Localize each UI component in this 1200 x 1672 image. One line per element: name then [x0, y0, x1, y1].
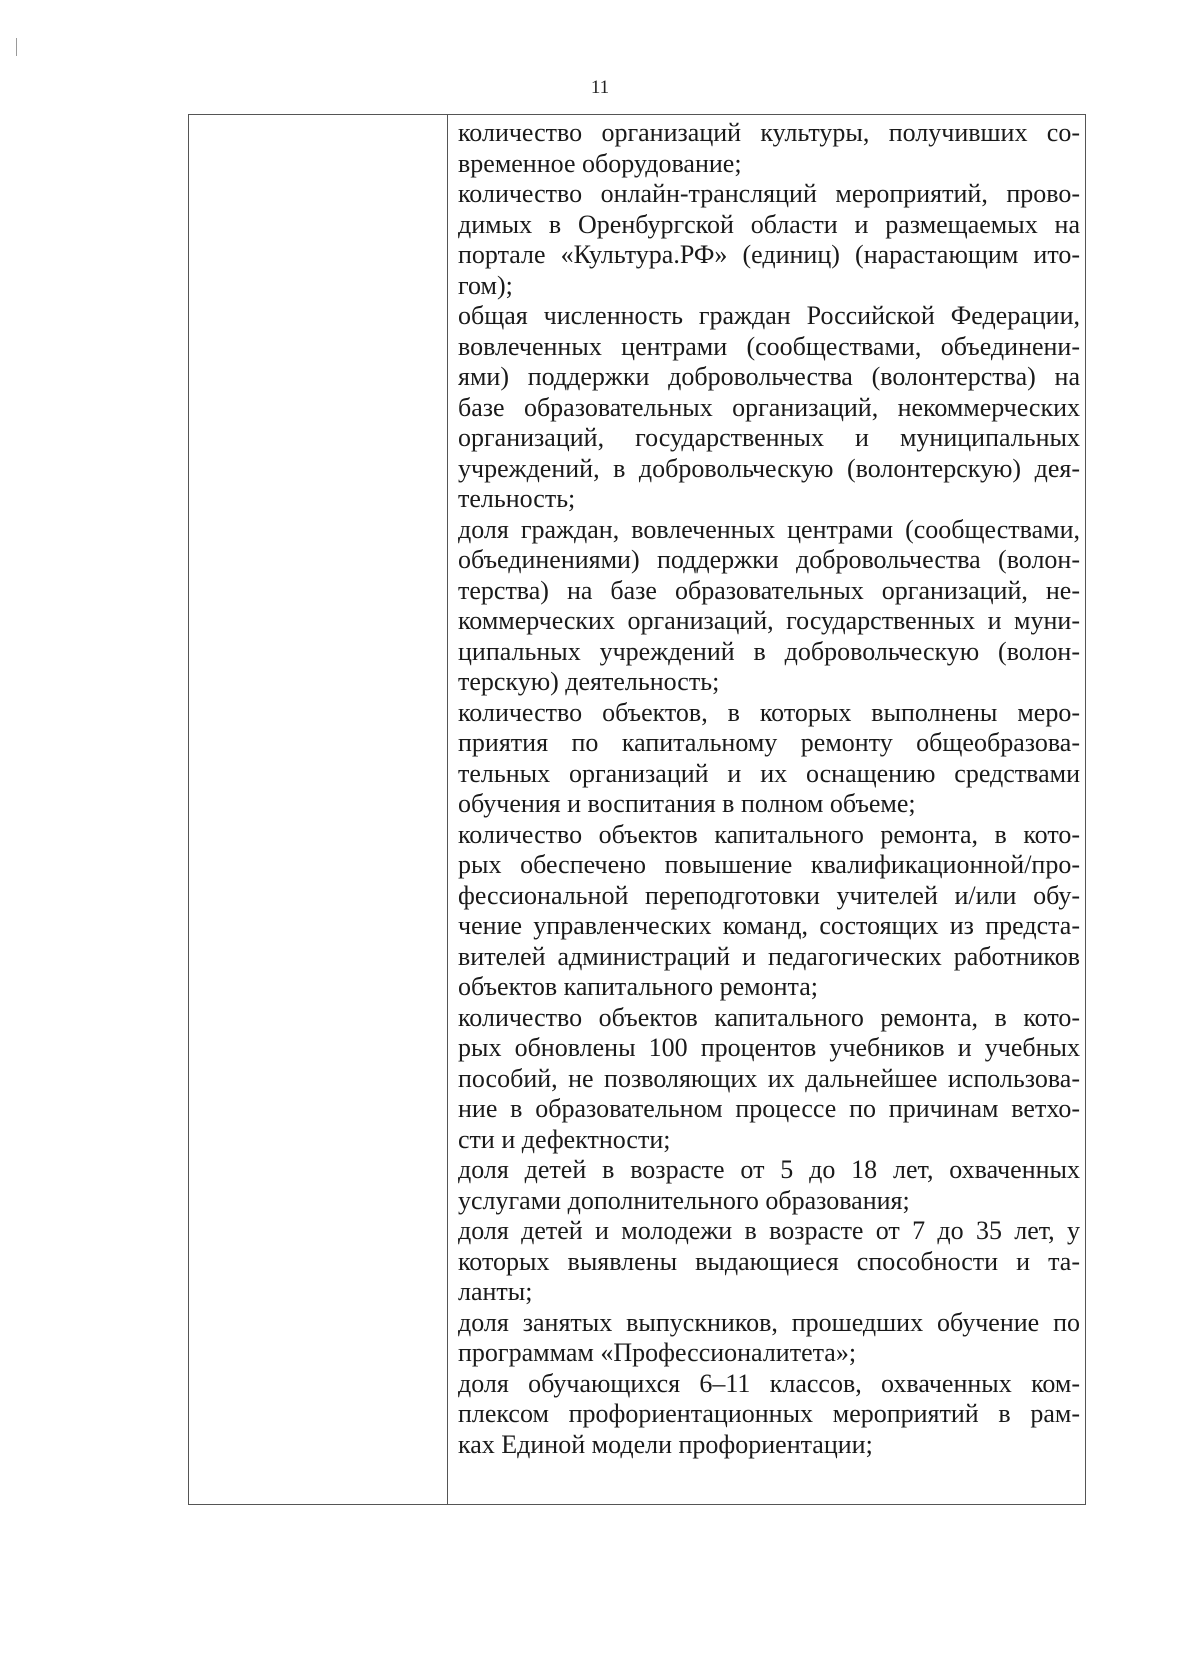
indicator-item	[458, 118, 1080, 179]
indicator-line: программам «Профессионалитета»;	[458, 1338, 857, 1367]
indicator-item	[458, 698, 1080, 820]
indicator-line: доля детей и молодежи в возрасте от 7 до 35 лет, у	[458, 1216, 1080, 1245]
indicator-line: пособий, не позволяющих их дальнейшее использова-	[458, 1063, 1080, 1093]
indicator-line: объединениями) поддержки добровольчества (волон-	[458, 545, 1080, 574]
indicator-line: учреждений, в добровольческую (волонтерскую) дея-	[458, 453, 1080, 483]
indicator-line: чение управленческих команд, состоящих из предста-	[458, 911, 1080, 940]
table-cell-left	[189, 115, 448, 1504]
indicator-line: количество онлайн-трансляций мероприятий, прово-	[458, 179, 1080, 208]
indicator-line: ланты;	[458, 1277, 533, 1306]
indicator-line: доля детей в возрасте от 5 до 18 лет, охваченных	[458, 1155, 1080, 1184]
scan-edge-mark	[16, 38, 17, 56]
indicator-item	[458, 820, 1080, 1003]
indicator-line: доля граждан, вовлеченных центрами (сообществами,	[458, 514, 1080, 544]
indicator-line: ние в образовательном процессе по причинам ветхо-	[458, 1094, 1080, 1123]
indicator-line: рых обеспечено повышение квалификационной/про-	[458, 850, 1080, 879]
indicator-line: портале «Культура.РФ» (единиц) (нарастающим ито-	[458, 240, 1080, 269]
indicator-line: объектов капитального ремонта;	[458, 972, 818, 1001]
indicator-line: услугами дополнительного образования;	[458, 1185, 910, 1215]
indicator-line: обучения и воспитания в полном объеме;	[458, 789, 916, 818]
indicator-line: вовлеченных центрами (сообществами, объединени-	[458, 331, 1080, 361]
indicator-line: общая численность граждан Российской Федерации,	[458, 301, 1080, 330]
indicators-table	[188, 114, 1086, 1505]
indicator-line: количество объектов, в которых выполнены меро-	[458, 697, 1080, 727]
indicator-line: ями) поддержки добровольчества (волонтерства) на	[458, 362, 1080, 391]
page-number: 11	[590, 77, 610, 98]
indicator-line: коммерческих организаций, государственных и муни-	[458, 606, 1080, 635]
indicator-line: фессиональной переподготовки учителей и/или обу-	[458, 880, 1080, 910]
indicator-line: приятия по капитальному ремонту общеобразова-	[458, 728, 1080, 757]
indicator-line: терскую) деятельность;	[458, 667, 720, 696]
indicator-line: базе образовательных организаций, некоммерческих	[458, 392, 1080, 422]
indicator-line: рых обновлены 100 процентов учебников и учебных	[458, 1033, 1080, 1062]
indicator-line: организаций, государственных и муниципальных	[458, 423, 1080, 452]
indicator-line: которых выявлены выдающиеся способности и та-	[458, 1246, 1080, 1276]
indicator-line: ках Единой модели профориентации;	[458, 1429, 873, 1459]
indicator-item	[458, 1003, 1080, 1156]
indicator-item	[458, 1216, 1080, 1308]
table-cell-right	[448, 115, 1085, 1504]
indicator-item	[458, 1369, 1080, 1461]
indicator-line: димых в Оренбургской области и размещаемых на	[458, 209, 1080, 239]
indicator-item	[458, 1308, 1080, 1369]
indicator-line: тельных организаций и их оснащению средствами	[458, 758, 1080, 788]
indicator-line: плексом профориентационных мероприятий в рам-	[458, 1399, 1080, 1428]
indicator-line: ципальных учреждений в добровольческую (волон-	[458, 636, 1080, 666]
indicator-line: тельность;	[458, 484, 576, 513]
indicator-line: доля занятых выпускников, прошедших обучение по	[458, 1307, 1080, 1337]
indicator-line: терства) на базе образовательных организаций, не-	[458, 575, 1080, 605]
indicator-line: количество объектов капитального ремонта, в кото-	[458, 1002, 1080, 1032]
indicator-line: сти и дефектности;	[458, 1124, 671, 1154]
indicator-line: гом);	[458, 270, 513, 300]
indicator-item	[458, 515, 1080, 698]
indicator-line: количество объектов капитального ремонта, в кото-	[458, 819, 1080, 849]
indicator-item	[458, 301, 1080, 515]
indicator-line: количество организаций культуры, получивших со-	[458, 118, 1080, 147]
indicator-item	[458, 1155, 1080, 1216]
indicator-line: временное оборудование;	[458, 148, 742, 178]
indicator-line: вителей администраций и педагогических работников	[458, 941, 1080, 971]
indicator-line: доля обучающихся 6–11 классов, охваченных ком-	[458, 1368, 1080, 1398]
indicator-item	[458, 179, 1080, 301]
